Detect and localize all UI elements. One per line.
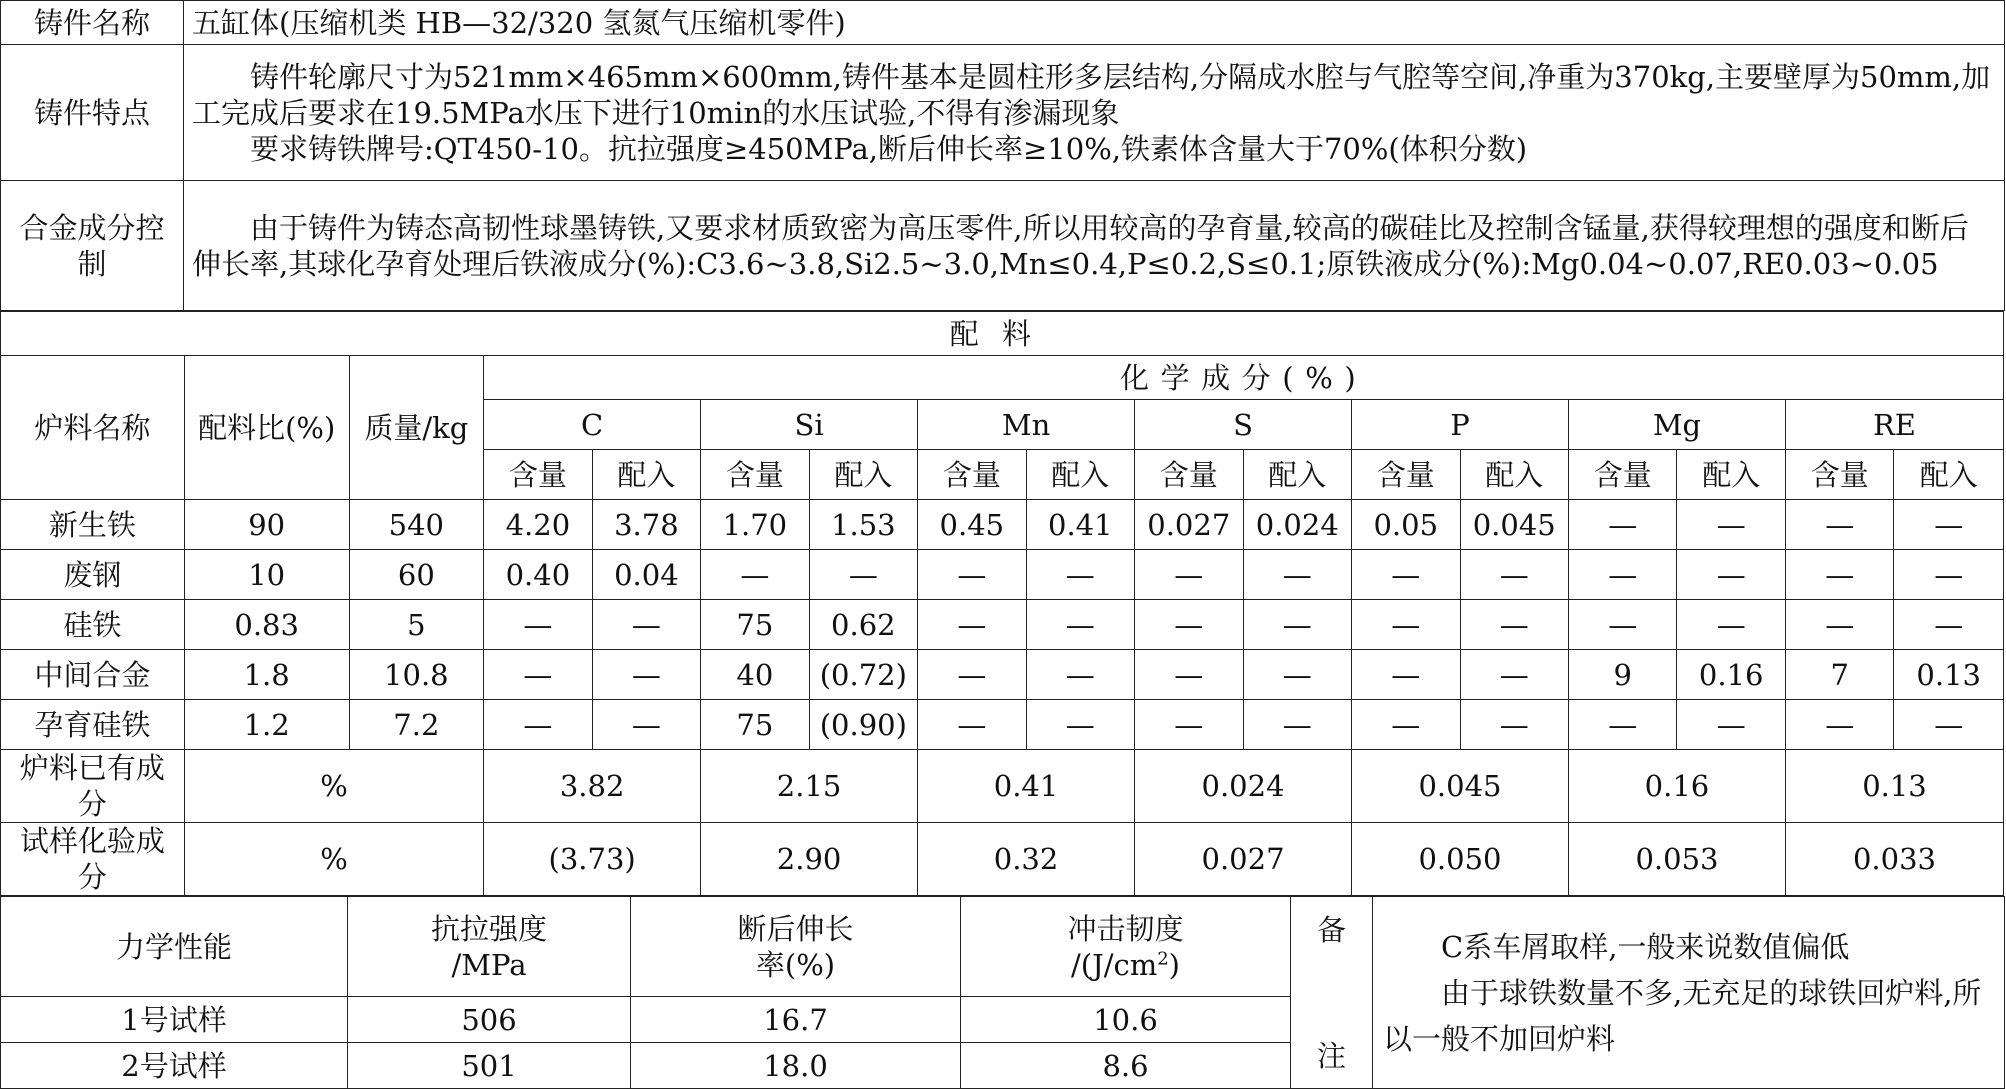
sub-header-added: 配入 <box>1243 450 1351 500</box>
sub-header-added: 配入 <box>1026 450 1134 500</box>
sample-impact: 8.6 <box>961 1043 1291 1089</box>
chem-value: 3.78 <box>592 500 700 550</box>
chem-value: 9 <box>1568 650 1676 700</box>
mechanical-table <box>0 896 2005 1089</box>
sample-elongation: 18.0 <box>631 1043 961 1089</box>
elongation-header <box>631 897 961 997</box>
material-name: 新生铁 <box>1 500 185 550</box>
tensile-strength-header <box>348 897 631 997</box>
chem-value: — <box>1352 600 1460 650</box>
chem-value: — <box>1460 600 1568 650</box>
material-mass: 7.2 <box>349 700 484 750</box>
casting-name-row <box>1 1 2005 45</box>
alloy-control-label: 合金成分控制 <box>1 181 184 311</box>
chem-value: 40 <box>701 650 809 700</box>
chem-value: — <box>484 600 592 650</box>
impact-toughness-header <box>961 897 1291 997</box>
existing-value: 3.82 <box>484 750 701 823</box>
charge-row <box>1 650 2004 700</box>
existing-unit: % <box>184 750 483 823</box>
existing-label: 炉料已有成分 <box>1 750 185 823</box>
existing-value: 0.16 <box>1568 750 1785 823</box>
material-mass: 5 <box>349 600 484 650</box>
chem-value: — <box>592 700 700 750</box>
chem-value: 4.20 <box>484 500 592 550</box>
chem-value: — <box>1135 700 1243 750</box>
existing-value: 0.024 <box>1135 750 1352 823</box>
charge-row <box>1 550 2004 600</box>
existing-composition-row <box>1 750 2004 823</box>
chem-value: — <box>918 700 1026 750</box>
chem-value: — <box>1568 500 1676 550</box>
chem-value: — <box>1785 700 1893 750</box>
remarks-line2: 由于球铁数量不多,无充足的球铁回炉料,所以一般不加回炉料 <box>1383 975 1982 1056</box>
chem-value: — <box>1243 650 1351 700</box>
material-name: 中间合金 <box>1 650 185 700</box>
tested-value: 0.033 <box>1785 823 2003 896</box>
charge-header-row-1 <box>1 356 2004 400</box>
chem-value: — <box>484 650 592 700</box>
material-ratio: 0.83 <box>184 600 349 650</box>
chem-value: — <box>918 550 1026 600</box>
material-mass: 10.8 <box>349 650 484 700</box>
chem-value: — <box>1568 550 1676 600</box>
elongation-unit: 率(%) <box>755 947 836 982</box>
chem-value: — <box>701 550 809 600</box>
charge-table <box>0 311 2004 896</box>
sample-tensile: 501 <box>348 1043 631 1089</box>
charge-section-row <box>1 312 2004 356</box>
chem-value: — <box>918 650 1026 700</box>
chem-value: 0.027 <box>1135 500 1243 550</box>
chem-value: 1.53 <box>809 500 917 550</box>
element-header: Mn <box>918 400 1135 450</box>
chem-value: — <box>1135 600 1243 650</box>
existing-value: 0.41 <box>918 750 1135 823</box>
material-mass: 60 <box>349 550 484 600</box>
chem-value: 1.70 <box>701 500 809 550</box>
remarks-label-a: 备 <box>1316 912 1346 947</box>
chem-value: — <box>1243 550 1351 600</box>
chem-value: — <box>1135 650 1243 700</box>
element-header: RE <box>1785 400 2003 450</box>
chem-value: 0.62 <box>809 600 917 650</box>
alloy-control-row <box>1 181 2005 311</box>
element-header: S <box>1135 400 1352 450</box>
sample-impact: 10.6 <box>961 997 1291 1043</box>
material-name: 孕育硅铁 <box>1 700 185 750</box>
elongation-name: 断后伸长 <box>737 911 854 946</box>
existing-value: 0.13 <box>1785 750 2003 823</box>
tested-value: 0.32 <box>918 823 1135 896</box>
chem-value: 0.45 <box>918 500 1026 550</box>
chem-value: (0.90) <box>809 700 917 750</box>
casting-info-table <box>0 0 2005 311</box>
chem-value: — <box>1894 550 2004 600</box>
chem-value: 75 <box>701 700 809 750</box>
sub-header-content: 含量 <box>1135 450 1243 500</box>
chem-value: 0.04 <box>592 550 700 600</box>
chem-value: — <box>1677 500 1785 550</box>
chem-value: — <box>1352 650 1460 700</box>
charge-row <box>1 600 2004 650</box>
chem-value: — <box>1894 500 2004 550</box>
element-header: P <box>1352 400 1569 450</box>
chem-value: — <box>1460 700 1568 750</box>
remarks-label-b: 注 <box>1316 1038 1346 1073</box>
tested-composition-row <box>1 823 2004 896</box>
impact-unit-text: /(J/cm <box>1070 947 1158 982</box>
remarks-content <box>1373 897 2005 1089</box>
charge-section-title: 配料 <box>1 312 2004 356</box>
material-name: 硅铁 <box>1 600 185 650</box>
col-mass-header: 质量/kg <box>349 356 484 500</box>
chem-value: (0.72) <box>809 650 917 700</box>
chem-value: — <box>1460 550 1568 600</box>
chem-value: — <box>1352 550 1460 600</box>
chem-value: — <box>918 600 1026 650</box>
sample-name: 1号试样 <box>1 997 348 1043</box>
remarks-label <box>1291 897 1373 1089</box>
impact-toughness-name: 冲击韧度 <box>1067 911 1184 946</box>
chem-value: 0.13 <box>1894 650 2004 700</box>
sub-header-content: 含量 <box>1785 450 1893 500</box>
sub-header-added: 配入 <box>1460 450 1568 500</box>
element-header: Si <box>701 400 918 450</box>
chem-value: — <box>1677 700 1785 750</box>
tested-value: 2.90 <box>701 823 918 896</box>
tested-value: 0.050 <box>1352 823 1569 896</box>
casting-features-label: 铸件特点 <box>1 45 184 181</box>
sub-header-content: 含量 <box>1568 450 1676 500</box>
material-ratio: 1.8 <box>184 650 349 700</box>
sub-header-added: 配入 <box>809 450 917 500</box>
chem-value: — <box>1894 700 2004 750</box>
col-material-header: 炉料名称 <box>1 356 185 500</box>
impact-toughness-unit <box>967 947 1284 983</box>
sub-header-content: 含量 <box>918 450 1026 500</box>
chem-value: — <box>484 700 592 750</box>
chem-value: — <box>1026 700 1134 750</box>
impact-unit-close: ) <box>1168 947 1180 982</box>
element-header: Mg <box>1568 400 1785 450</box>
chem-value: — <box>1677 600 1785 650</box>
chem-value: — <box>809 550 917 600</box>
chem-value: 75 <box>701 600 809 650</box>
chem-value: — <box>1352 700 1460 750</box>
chem-value: — <box>1135 550 1243 600</box>
charge-rows <box>1 500 2004 750</box>
chem-value: — <box>1026 550 1134 600</box>
sample-name: 2号试样 <box>1 1043 348 1089</box>
charge-row <box>1 700 2004 750</box>
chem-value: 7 <box>1785 650 1893 700</box>
chem-value: — <box>1785 500 1893 550</box>
impact-unit-exponent: 2 <box>1157 947 1169 969</box>
chem-value: — <box>1785 600 1893 650</box>
tensile-strength-unit: /MPa <box>451 947 527 982</box>
material-mass: 540 <box>349 500 484 550</box>
sub-header-content: 含量 <box>701 450 809 500</box>
sample-elongation: 16.7 <box>631 997 961 1043</box>
chem-composition-header: 化学成分(%) <box>484 356 2004 400</box>
chem-value: — <box>1243 700 1351 750</box>
casting-features-row <box>1 45 2005 181</box>
col-ratio-header: 配料比(%) <box>184 356 349 500</box>
chem-value: — <box>592 650 700 700</box>
chem-value: 0.05 <box>1352 500 1460 550</box>
casting-features-line2: 要求铸铁牌号:QT450-10。抗拉强度≥450MPa,断后伸长率≥10%,铁素体含量大于70%(体积分数) <box>250 131 1528 166</box>
chem-value: 0.024 <box>1243 500 1351 550</box>
casting-features-cell <box>184 45 2005 181</box>
alloy-control-value: 由于铸件为铸态高韧性球墨铸铁,又要求材质致密为高压零件,所以用较高的孕育量,较高的碳硅比及控制含锰量,获得较理想的强度和断后伸长率,其球化孕育处理后铁液成分(%):C3.6~3.8,Si2.5~3.0,Mn≤0.4,P≤0.2,S≤0.1;原铁液成分(%):Mg0.04~0.07,RE0.03~0.05 <box>192 210 1969 281</box>
sub-header-added: 配入 <box>1677 450 1785 500</box>
material-ratio: 1.2 <box>184 700 349 750</box>
casting-name-label: 铸件名称 <box>1 1 184 45</box>
mech-properties-label: 力学性能 <box>1 897 348 997</box>
mech-header-row <box>1 897 2005 997</box>
sub-header-content: 含量 <box>484 450 592 500</box>
remarks-line1: C系车屑取样,一般来说数值偏低 <box>1441 929 1850 964</box>
chem-value: 0.41 <box>1026 500 1134 550</box>
sample-tensile: 506 <box>348 997 631 1043</box>
casting-features-line1: 铸件轮廓尺寸为521mm×465mm×600mm,铸件基本是圆柱形多层结构,分隔成水腔与气腔等空间,净重为370kg,主要壁厚为50mm,加工完成后要求在19.5MPa水压下进行10min的水压试验,不得有渗漏现象 <box>192 59 1991 130</box>
chem-value: — <box>1894 600 2004 650</box>
existing-value: 2.15 <box>701 750 918 823</box>
existing-value: 0.045 <box>1352 750 1569 823</box>
material-ratio: 90 <box>184 500 349 550</box>
sub-header-added: 配入 <box>592 450 700 500</box>
material-ratio: 10 <box>184 550 349 600</box>
chem-value: — <box>1568 600 1676 650</box>
chem-value: — <box>1785 550 1893 600</box>
chem-value: — <box>1460 650 1568 700</box>
tensile-strength-name: 抗拉强度 <box>430 911 547 946</box>
chem-value: 0.16 <box>1677 650 1785 700</box>
chem-value: — <box>1568 700 1676 750</box>
chem-value: — <box>1677 550 1785 600</box>
tested-value: (3.73) <box>484 823 701 896</box>
alloy-control-cell <box>184 181 2005 311</box>
element-header: C <box>484 400 701 450</box>
chem-value: 0.045 <box>1460 500 1568 550</box>
tested-value: 0.053 <box>1568 823 1785 896</box>
casting-name-value: 五缸体(压缩机类 HB—32/320 氢氮气压缩机零件) <box>184 1 2005 45</box>
chem-value: — <box>592 600 700 650</box>
chem-value: — <box>1243 600 1351 650</box>
material-name: 废钢 <box>1 550 185 600</box>
tested-value: 0.027 <box>1135 823 1352 896</box>
chem-value: — <box>1026 650 1134 700</box>
sub-header-added: 配入 <box>1894 450 2004 500</box>
chem-value: 0.40 <box>484 550 592 600</box>
sub-header-content: 含量 <box>1352 450 1460 500</box>
chem-value: — <box>1026 600 1134 650</box>
tested-unit: % <box>184 823 483 896</box>
tested-label: 试样化验成分 <box>1 823 185 896</box>
charge-row <box>1 500 2004 550</box>
